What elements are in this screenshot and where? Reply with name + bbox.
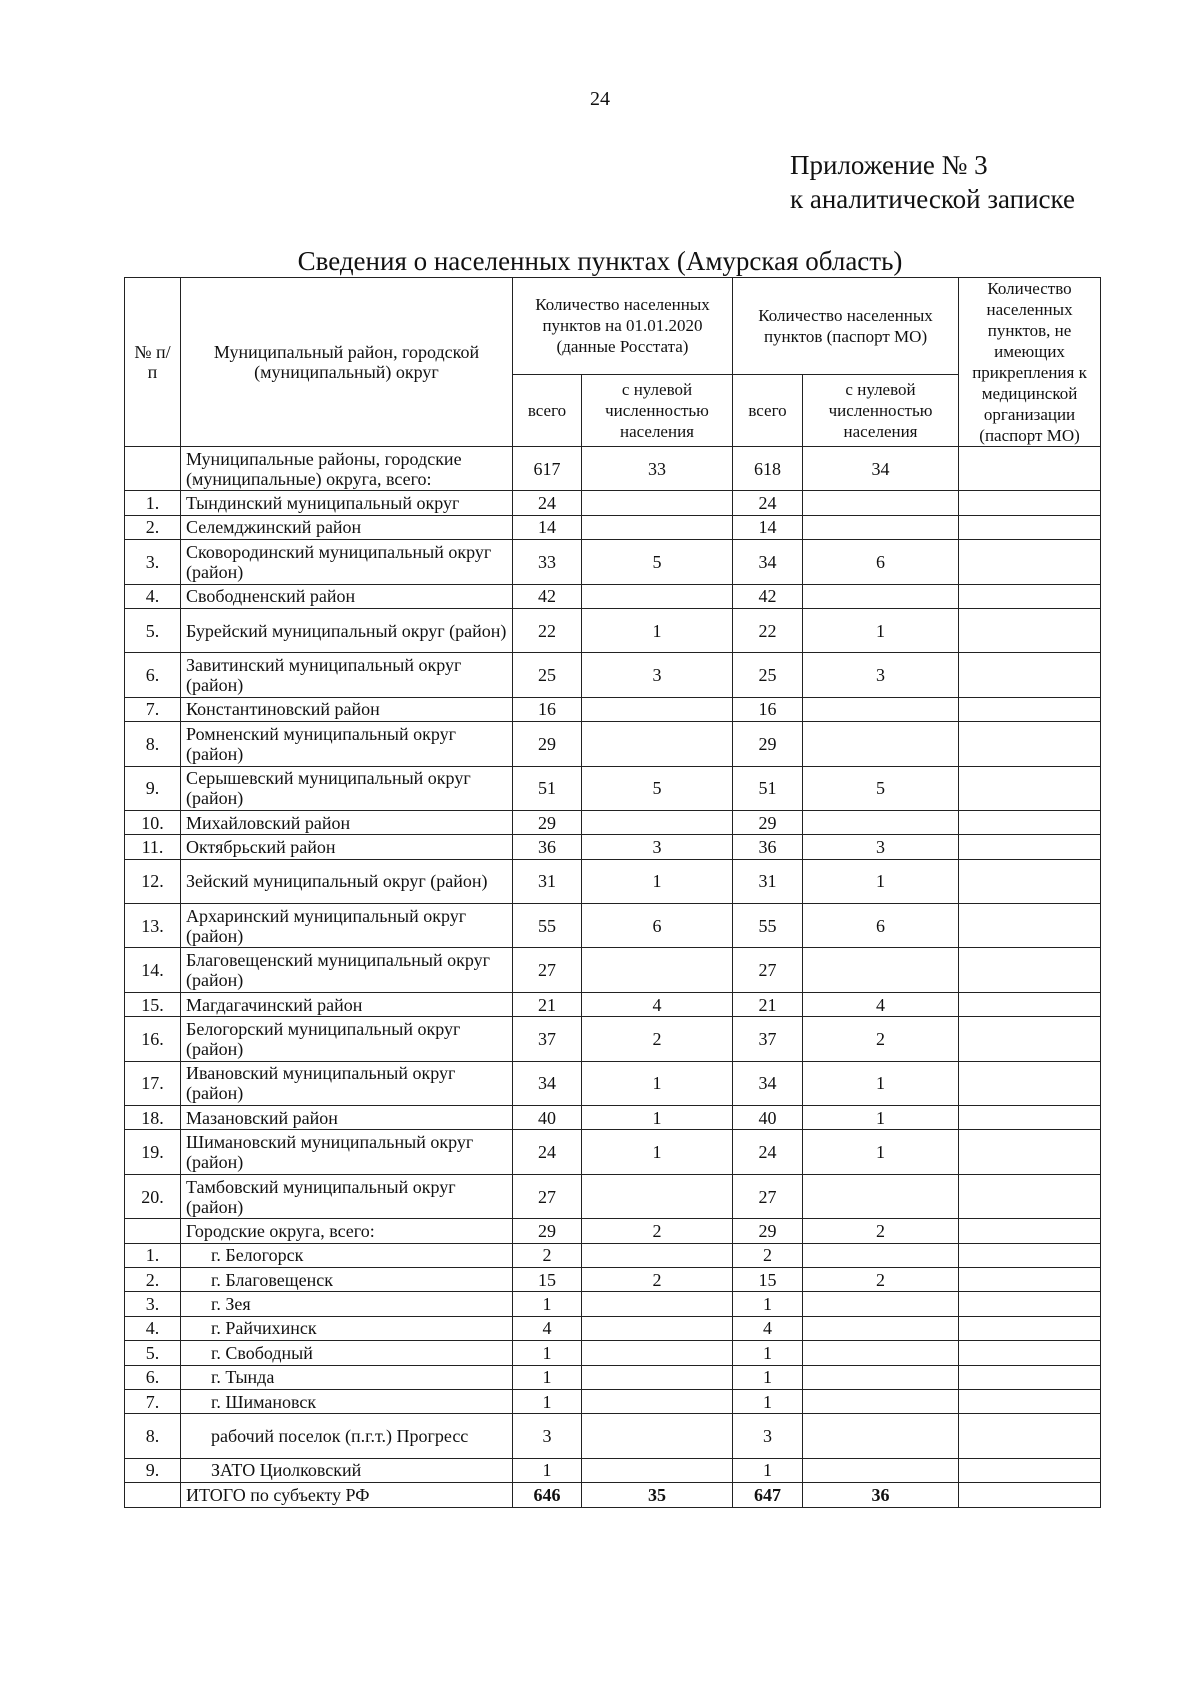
no-medical: [959, 1292, 1101, 1316]
rosstat-zero: [582, 1316, 733, 1340]
no-medical: [959, 1267, 1101, 1291]
row-name: ЗАТО Циолковский: [181, 1458, 513, 1482]
passport-zero: [803, 515, 959, 539]
rosstat-total: 24: [513, 1130, 582, 1174]
table-row: [125, 584, 1101, 608]
rosstat-total: 1: [513, 1341, 582, 1365]
passport-total: 29: [733, 810, 803, 834]
header-passport: Количество населенных пунктов (паспорт МО): [733, 278, 959, 375]
row-name: Свободненский район: [181, 584, 513, 608]
passport-total: 21: [733, 992, 803, 1016]
passport-total: 24: [733, 1130, 803, 1174]
no-medical: [959, 491, 1101, 515]
rosstat-zero: 35: [582, 1483, 733, 1507]
rosstat-zero: [582, 491, 733, 515]
row-number: 12.: [125, 859, 181, 903]
passport-total: 25: [733, 653, 803, 697]
row-number: 11.: [125, 835, 181, 859]
passport-zero: [803, 1389, 959, 1413]
row-name: Сковородинский муниципальный округ (район): [181, 540, 513, 584]
rosstat-zero: 2: [582, 1219, 733, 1243]
header-rosstat: Количество населенных пунктов на 01.01.2020 (данные Росстата): [513, 278, 733, 375]
rosstat-zero: 4: [582, 992, 733, 1016]
rosstat-total: 33: [513, 540, 582, 584]
row-name: Мазановский район: [181, 1106, 513, 1130]
row-number: 4.: [125, 584, 181, 608]
row-number: 20.: [125, 1174, 181, 1218]
table-row: [125, 447, 1101, 491]
no-medical: [959, 992, 1101, 1016]
row-name: г. Благовещенск: [181, 1267, 513, 1291]
row-number: 15.: [125, 992, 181, 1016]
row-name: г. Свободный: [181, 1341, 513, 1365]
rosstat-zero: 2: [582, 1267, 733, 1291]
row-number: [125, 1219, 181, 1243]
rosstat-total: 646: [513, 1483, 582, 1507]
no-medical: [959, 447, 1101, 491]
table-body: [125, 447, 1101, 1508]
passport-zero: 36: [803, 1483, 959, 1507]
rosstat-zero: [582, 1365, 733, 1389]
table-row: [125, 1017, 1101, 1061]
row-number: 5.: [125, 1341, 181, 1365]
rosstat-zero: 1: [582, 1106, 733, 1130]
rosstat-zero: [582, 1292, 733, 1316]
passport-zero: [803, 810, 959, 834]
passport-total: 14: [733, 515, 803, 539]
no-medical: [959, 653, 1101, 697]
rosstat-total: 37: [513, 1017, 582, 1061]
rosstat-total: 16: [513, 697, 582, 721]
row-name: Магдагачинский район: [181, 992, 513, 1016]
table-row: [125, 1219, 1101, 1243]
passport-total: 15: [733, 1267, 803, 1291]
passport-total: 647: [733, 1483, 803, 1507]
rosstat-zero: [582, 948, 733, 992]
row-number: [125, 1483, 181, 1507]
table-row: [125, 540, 1101, 584]
row-number: 14.: [125, 948, 181, 992]
header-rosstat-total: всего: [513, 374, 582, 446]
table-row: [125, 491, 1101, 515]
row-name: Шимановский муниципальный округ (район): [181, 1130, 513, 1174]
no-medical: [959, 1130, 1101, 1174]
row-number: [125, 447, 181, 491]
no-medical: [959, 722, 1101, 766]
row-name: Тындинский муниципальный округ: [181, 491, 513, 515]
passport-total: 34: [733, 540, 803, 584]
passport-total: 55: [733, 904, 803, 948]
row-name: рабочий поселок (п.г.т.) Прогресс: [181, 1414, 513, 1458]
passport-zero: 3: [803, 653, 959, 697]
passport-total: 42: [733, 584, 803, 608]
row-number: 9.: [125, 1458, 181, 1482]
row-number: 4.: [125, 1316, 181, 1340]
header-num: № п/п: [125, 278, 181, 447]
rosstat-total: 40: [513, 1106, 582, 1130]
passport-total: 24: [733, 491, 803, 515]
rosstat-zero: 1: [582, 1061, 733, 1105]
rosstat-zero: [582, 1458, 733, 1482]
rosstat-total: 3: [513, 1414, 582, 1458]
no-medical: [959, 1483, 1101, 1507]
row-name: г. Райчихинск: [181, 1316, 513, 1340]
passport-total: 618: [733, 447, 803, 491]
row-number: 5.: [125, 608, 181, 652]
rosstat-zero: 5: [582, 766, 733, 810]
rosstat-zero: [582, 515, 733, 539]
rosstat-total: 31: [513, 859, 582, 903]
appendix-line-2: к аналитической записке: [790, 184, 1075, 214]
rosstat-total: 15: [513, 1267, 582, 1291]
row-name: г. Белогорск: [181, 1243, 513, 1267]
passport-zero: [803, 1414, 959, 1458]
no-medical: [959, 859, 1101, 903]
rosstat-total: 29: [513, 810, 582, 834]
header-passport-total: всего: [733, 374, 803, 446]
row-name: Константиновский район: [181, 697, 513, 721]
no-medical: [959, 1174, 1101, 1218]
rosstat-zero: 1: [582, 608, 733, 652]
table-row: [125, 1130, 1101, 1174]
rosstat-total: 1: [513, 1389, 582, 1413]
passport-total: 27: [733, 1174, 803, 1218]
rosstat-zero: 2: [582, 1017, 733, 1061]
table-row: [125, 992, 1101, 1016]
row-name: Ромненский муниципальный округ (район): [181, 722, 513, 766]
table-row: [125, 904, 1101, 948]
rosstat-total: 36: [513, 835, 582, 859]
passport-zero: 1: [803, 1130, 959, 1174]
rosstat-zero: 33: [582, 447, 733, 491]
no-medical: [959, 1414, 1101, 1458]
rosstat-total: 1: [513, 1292, 582, 1316]
rosstat-total: 55: [513, 904, 582, 948]
passport-total: 16: [733, 697, 803, 721]
passport-zero: [803, 948, 959, 992]
row-name: Белогорский муниципальный округ (район): [181, 1017, 513, 1061]
passport-total: 1: [733, 1341, 803, 1365]
passport-zero: [803, 1292, 959, 1316]
row-name: Серышевский муниципальный округ (район): [181, 766, 513, 810]
row-name: Ивановский муниципальный округ (район): [181, 1061, 513, 1105]
passport-total: 1: [733, 1458, 803, 1482]
table-row: [125, 697, 1101, 721]
rosstat-total: 42: [513, 584, 582, 608]
passport-total: 22: [733, 608, 803, 652]
table-row: [125, 1365, 1101, 1389]
rosstat-total: 14: [513, 515, 582, 539]
row-name: Завитинский муниципальный округ (район): [181, 653, 513, 697]
row-name: г. Тында: [181, 1365, 513, 1389]
passport-zero: 4: [803, 992, 959, 1016]
passport-zero: [803, 697, 959, 721]
passport-zero: [803, 584, 959, 608]
row-name: Зейский муниципальный округ (район): [181, 859, 513, 903]
row-number: 1.: [125, 491, 181, 515]
row-name: Муниципальные районы, городские (муниципальные) округа, всего:: [181, 447, 513, 491]
row-number: 7.: [125, 1389, 181, 1413]
no-medical: [959, 540, 1101, 584]
passport-zero: 2: [803, 1017, 959, 1061]
table-row: [125, 1458, 1101, 1482]
passport-zero: 6: [803, 540, 959, 584]
no-medical: [959, 1365, 1101, 1389]
row-number: 17.: [125, 1061, 181, 1105]
passport-zero: 1: [803, 1061, 959, 1105]
row-number: 19.: [125, 1130, 181, 1174]
passport-zero: [803, 722, 959, 766]
table-row: [125, 1483, 1101, 1507]
rosstat-zero: [582, 584, 733, 608]
no-medical: [959, 1243, 1101, 1267]
passport-zero: 2: [803, 1267, 959, 1291]
row-number: 8.: [125, 1414, 181, 1458]
rosstat-zero: 6: [582, 904, 733, 948]
row-number: 18.: [125, 1106, 181, 1130]
row-number: 2.: [125, 515, 181, 539]
rosstat-zero: [582, 1174, 733, 1218]
passport-zero: [803, 1365, 959, 1389]
row-number: 6.: [125, 1365, 181, 1389]
no-medical: [959, 1458, 1101, 1482]
row-name: Тамбовский муниципальный округ (район): [181, 1174, 513, 1218]
table-row: [125, 1243, 1101, 1267]
row-number: 6.: [125, 653, 181, 697]
passport-zero: 3: [803, 835, 959, 859]
rosstat-total: 27: [513, 948, 582, 992]
table-row: [125, 1389, 1101, 1413]
table-row: [125, 1292, 1101, 1316]
passport-total: 51: [733, 766, 803, 810]
table-row: [125, 722, 1101, 766]
no-medical: [959, 584, 1101, 608]
rosstat-zero: [582, 1414, 733, 1458]
row-name: г. Зея: [181, 1292, 513, 1316]
no-medical: [959, 1341, 1101, 1365]
row-number: 10.: [125, 810, 181, 834]
no-medical: [959, 1389, 1101, 1413]
no-medical: [959, 1106, 1101, 1130]
row-number: 2.: [125, 1267, 181, 1291]
row-name: Октябрьский район: [181, 835, 513, 859]
row-name: Благовещенский муниципальный округ (район): [181, 948, 513, 992]
passport-total: 29: [733, 722, 803, 766]
appendix-line-1: Приложение № 3: [790, 150, 988, 180]
passport-total: 27: [733, 948, 803, 992]
passport-zero: 1: [803, 859, 959, 903]
passport-zero: [803, 1341, 959, 1365]
rosstat-total: 29: [513, 1219, 582, 1243]
table-row: [125, 810, 1101, 834]
row-number: 16.: [125, 1017, 181, 1061]
passport-total: 40: [733, 1106, 803, 1130]
passport-total: 36: [733, 835, 803, 859]
passport-zero: [803, 1458, 959, 1482]
rosstat-zero: [582, 1243, 733, 1267]
passport-total: 1: [733, 1365, 803, 1389]
row-name: Бурейский муниципальный округ (район): [181, 608, 513, 652]
passport-total: 1: [733, 1389, 803, 1413]
no-medical: [959, 608, 1101, 652]
row-number: 8.: [125, 722, 181, 766]
passport-zero: [803, 1174, 959, 1218]
passport-zero: 1: [803, 1106, 959, 1130]
appendix-caption: [790, 148, 1075, 216]
no-medical: [959, 948, 1101, 992]
passport-zero: [803, 1243, 959, 1267]
row-number: 3.: [125, 1292, 181, 1316]
table-row: [125, 1316, 1101, 1340]
rosstat-zero: 5: [582, 540, 733, 584]
passport-total: 37: [733, 1017, 803, 1061]
rosstat-total: 24: [513, 491, 582, 515]
no-medical: [959, 1316, 1101, 1340]
passport-total: 29: [733, 1219, 803, 1243]
table-row: [125, 766, 1101, 810]
rosstat-zero: [582, 810, 733, 834]
header-rosstat-zero: с нулевой численностью населения: [582, 374, 733, 446]
table-row: [125, 1267, 1101, 1291]
passport-zero: 5: [803, 766, 959, 810]
passport-zero: [803, 491, 959, 515]
settlements-table: [124, 277, 1101, 1508]
rosstat-total: 51: [513, 766, 582, 810]
no-medical: [959, 810, 1101, 834]
passport-zero: 6: [803, 904, 959, 948]
rosstat-total: 4: [513, 1316, 582, 1340]
passport-total: 34: [733, 1061, 803, 1105]
rosstat-zero: 3: [582, 653, 733, 697]
rosstat-total: 29: [513, 722, 582, 766]
table-row: [125, 515, 1101, 539]
passport-total: 4: [733, 1316, 803, 1340]
table-row: [125, 835, 1101, 859]
table-row: [125, 1061, 1101, 1105]
header-no-medical: Количество населенных пунктов, не имеющих прикрепления к медицинской организации (паспорт МО): [959, 278, 1101, 447]
passport-zero: 1: [803, 608, 959, 652]
row-name: Городские округа, всего:: [181, 1219, 513, 1243]
rosstat-total: 21: [513, 992, 582, 1016]
rosstat-total: 27: [513, 1174, 582, 1218]
table-row: [125, 653, 1101, 697]
row-number: 9.: [125, 766, 181, 810]
no-medical: [959, 904, 1101, 948]
row-name: Михайловский район: [181, 810, 513, 834]
no-medical: [959, 766, 1101, 810]
row-name: г. Шимановск: [181, 1389, 513, 1413]
rosstat-zero: 3: [582, 835, 733, 859]
passport-total: 3: [733, 1414, 803, 1458]
table-row: [125, 859, 1101, 903]
rosstat-total: 2: [513, 1243, 582, 1267]
passport-total: 2: [733, 1243, 803, 1267]
rosstat-zero: [582, 1341, 733, 1365]
rosstat-total: 617: [513, 447, 582, 491]
rosstat-zero: [582, 1389, 733, 1413]
row-number: 3.: [125, 540, 181, 584]
table-row: [125, 1106, 1101, 1130]
no-medical: [959, 1017, 1101, 1061]
no-medical: [959, 515, 1101, 539]
passport-zero: 34: [803, 447, 959, 491]
table-row: [125, 608, 1101, 652]
rosstat-zero: 1: [582, 1130, 733, 1174]
row-name: Селемджинский район: [181, 515, 513, 539]
rosstat-total: 1: [513, 1365, 582, 1389]
rosstat-total: 22: [513, 608, 582, 652]
page-number: 24: [590, 88, 610, 110]
passport-zero: [803, 1316, 959, 1340]
row-number: 7.: [125, 697, 181, 721]
no-medical: [959, 835, 1101, 859]
rosstat-zero: 1: [582, 859, 733, 903]
rosstat-zero: [582, 697, 733, 721]
document-title: Сведения о населенных пунктах (Амурская область): [297, 246, 903, 276]
rosstat-total: 34: [513, 1061, 582, 1105]
no-medical: [959, 1061, 1101, 1105]
header-passport-zero: с нулевой численностью населения: [803, 374, 959, 446]
row-number: 13.: [125, 904, 181, 948]
table-row: [125, 1414, 1101, 1458]
table-row: [125, 1341, 1101, 1365]
rosstat-total: 1: [513, 1458, 582, 1482]
table-row: [125, 1174, 1101, 1218]
header-name: Муниципальный район, городской (муниципальный) округ: [181, 278, 513, 447]
passport-zero: 2: [803, 1219, 959, 1243]
no-medical: [959, 1219, 1101, 1243]
passport-total: 31: [733, 859, 803, 903]
no-medical: [959, 697, 1101, 721]
row-name: Архаринский муниципальный округ (район): [181, 904, 513, 948]
row-number: 1.: [125, 1243, 181, 1267]
table-row: [125, 948, 1101, 992]
passport-total: 1: [733, 1292, 803, 1316]
rosstat-total: 25: [513, 653, 582, 697]
row-name: ИТОГО по субъекту РФ: [181, 1483, 513, 1507]
rosstat-zero: [582, 722, 733, 766]
